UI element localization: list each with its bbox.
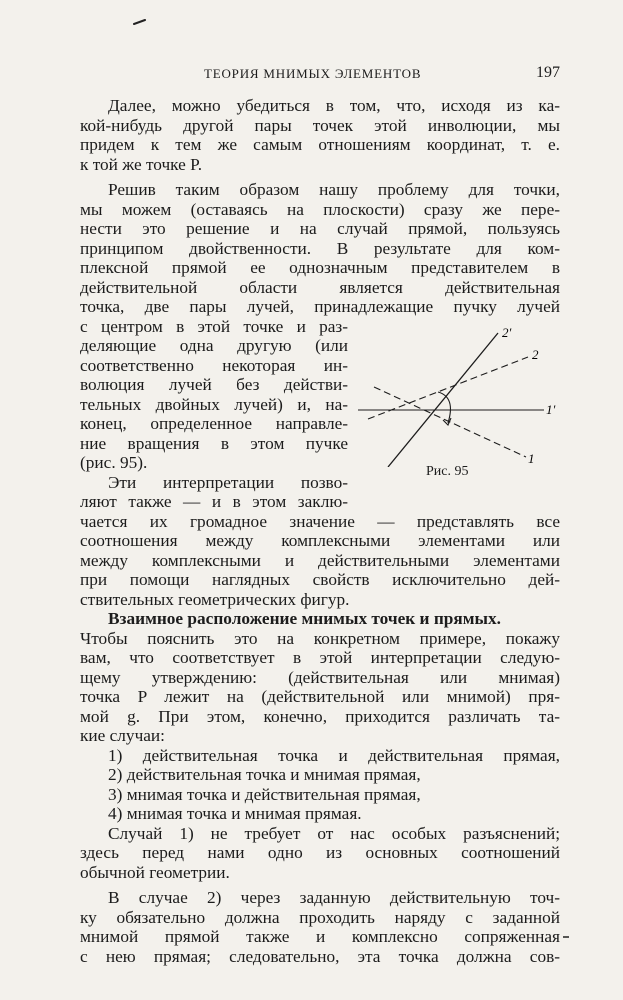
label-2: 2 [532, 346, 539, 362]
body-text [80, 96, 560, 966]
ray-1 [374, 387, 526, 457]
text-line: мнимой прямой также и комплексно сопряженная [80, 927, 560, 946]
text-line: тельных двойных лучей) и, на- [80, 394, 348, 414]
page-header [80, 64, 560, 86]
text-line: здесь перед нами одно из основных соотношений [80, 843, 560, 862]
text-line: вам, что соответствует в этой интерпретации следую- [80, 648, 560, 667]
text-line: мой g. При этом, конечно, приходится различать та- [80, 706, 560, 726]
text-line: мы можем (оставаясь на плоскости) сразу же пере- [80, 199, 560, 219]
text-line: ку обязательно должна проходить наряду с заданной [80, 907, 560, 927]
section-heading: Взаимное расположение мнимых точек и прямых. [108, 609, 501, 628]
running-title: ТЕОРИЯ МНИМЫХ ЭЛЕМЕНТОВ [204, 66, 422, 81]
text-line: обычной геометрии. [80, 862, 230, 882]
text-line: Далее, можно убедиться в том, что, исходя из ка- [108, 96, 560, 115]
ray-pencil-diagram [356, 317, 560, 467]
print-mark [133, 18, 147, 26]
text-line: точка, две пары лучей, принадлежащие пучку лучей [80, 297, 560, 316]
ray-2-prime [388, 333, 498, 467]
text-line: к той же точке P. [80, 154, 203, 174]
text-line: ние вращения в этом пучке [80, 433, 348, 453]
case-list-item: 4) мнимая точка и мнимая прямая. [108, 804, 362, 823]
label-1-prime: 1′ [546, 401, 556, 417]
text-line: ляют также — и в этом заклю- [80, 492, 348, 511]
text-line: Эти интерпретации позво- [108, 472, 348, 492]
text-line: ствительных геометрических фигур. [80, 589, 350, 609]
text-line: нести это решение и на случай прямой, пользуясь [80, 219, 560, 238]
text-line: соответственно некоторая ин- [80, 355, 348, 375]
text-line: кой-нибудь другой пары точек этой инволюции, мы [80, 115, 560, 135]
figure-caption: Рис. 95 [426, 463, 469, 479]
text-line: придем к тем же самым отношениям координат, т. е. [80, 135, 560, 154]
case-list-item: 1) действительная точка и действительная прямая, [108, 745, 560, 765]
text-line: (рис. 95). [80, 453, 148, 472]
rotation-arc [438, 392, 450, 423]
text-line: Случай 1) не требует от нас особых разъяснений; [108, 823, 560, 843]
text-line: волюция лучей без действи- [80, 375, 348, 394]
page-number: 197 [536, 64, 560, 81]
figure-95 [356, 317, 560, 507]
case-list-item: 2) действительная точка и мнимая прямая, [108, 765, 421, 784]
case-list-item: 3) мнимая точка и действительная прямая, [108, 784, 421, 804]
text-line: деляющие одна другую (или [80, 336, 348, 355]
text-line: между комплексными и действительными элементами [80, 550, 560, 570]
text-line: действительной области является действительная [80, 277, 560, 297]
text-line: щему утверждению: (действительная или мнимая) [80, 667, 560, 687]
label-1: 1 [528, 450, 535, 466]
print-mark [562, 934, 570, 940]
text-line: соотношения между комплексными элементами или [80, 531, 560, 550]
text-line: В случае 2) через заданную действительную точ- [108, 888, 560, 907]
text-line: чается их громадное значение — представлять все [80, 511, 560, 531]
text-line: конец, определенное направле- [80, 414, 348, 433]
text-line: Чтобы пояснить это на конкретном примере, покажу [80, 628, 560, 648]
text-line: с нею прямая; следовательно, эта точка должна сов- [80, 946, 560, 966]
text-line: с центром в этой точке и раз- [80, 316, 348, 336]
text-line: при помощи наглядных свойств исключительно дей- [80, 570, 560, 589]
text-line: кие случаи: [80, 726, 165, 745]
text-line: точка P лежит на (действительной или мнимой) пря- [80, 687, 560, 706]
label-2-prime: 2′ [502, 324, 512, 340]
text-line: принципом двойственности. В результате для ком- [80, 238, 560, 258]
text-line: Решив таким образом нашу проблему для точки, [108, 180, 560, 199]
text-line: плексной прямой ее однозначным представителем в [80, 258, 560, 277]
